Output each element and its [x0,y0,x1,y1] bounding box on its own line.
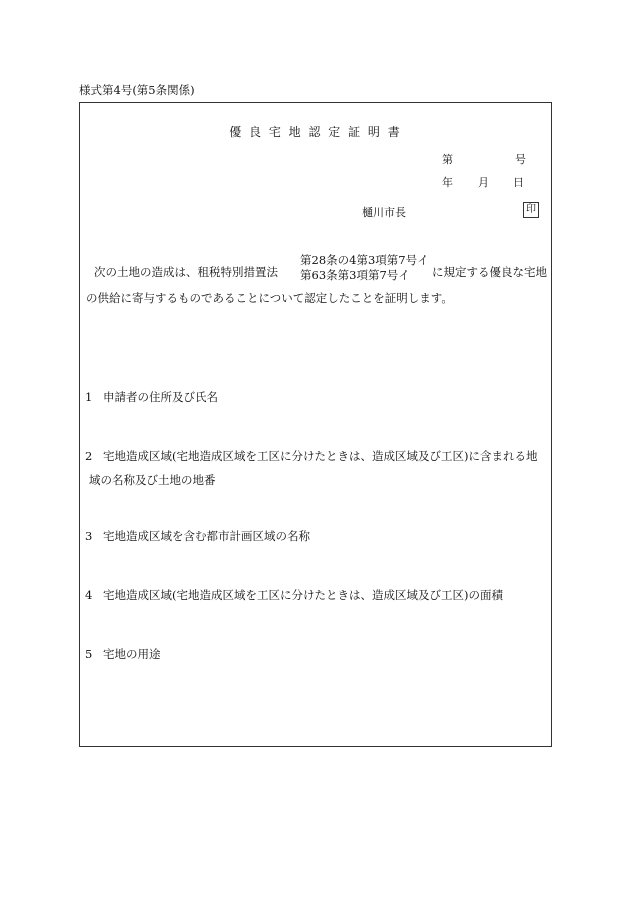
item-number: 2 [85,449,93,463]
law-reference-1: 第28条の4第3項第7号イ [300,253,429,267]
item-text: 申請者の住所及び氏名 [103,390,218,404]
item-number: 1 [85,390,93,404]
item-4 [85,587,503,603]
item-text: 宅地造成区域を含む都市計画区域の名称 [103,529,310,543]
item-text: 宅地造成区域(宅地造成区域を工区に分けたときは、造成区域及び工区)の面積 [103,588,503,602]
law-reference-2: 第63条第3項第7号イ [300,268,410,282]
item-3 [85,528,310,544]
statement-lead: 次の土地の造成は、租税特別措置法 [94,265,278,279]
statement-tail: に規定する優良な宅地 [432,265,547,279]
statement-line-2: の供給に寄与するものであることについて認定したことを証明します。 [86,291,453,305]
item-number: 5 [85,647,93,661]
date-year-label: 年 [442,176,453,189]
item-text: 宅地造成区域(宅地造成区域を工区に分けたときは、造成区域及び工区)に含まれる地 [103,449,538,463]
date-month-label: 月 [478,176,489,189]
seal-mark: 印 [523,202,539,218]
law-references [300,253,429,283]
item-text-continued: 域の名称及び土地の地番 [89,473,216,487]
document-number-suffix: 号 [515,153,526,166]
form-number: 様式第4号(第5条関係) [79,83,195,97]
item-number: 3 [85,529,93,543]
item-1 [85,389,218,405]
date-day-label: 日 [513,176,524,189]
document-title: 優 良 宅 地 認 定 証 明 書 [229,125,402,139]
item-number: 4 [85,588,93,602]
item-2 [85,448,537,488]
document-number-prefix: 第 [442,153,453,166]
item-5 [85,646,161,662]
certificate-frame [79,102,552,747]
issuer-name: 樋川市長 [362,206,406,219]
item-text: 宅地の用途 [103,647,161,661]
